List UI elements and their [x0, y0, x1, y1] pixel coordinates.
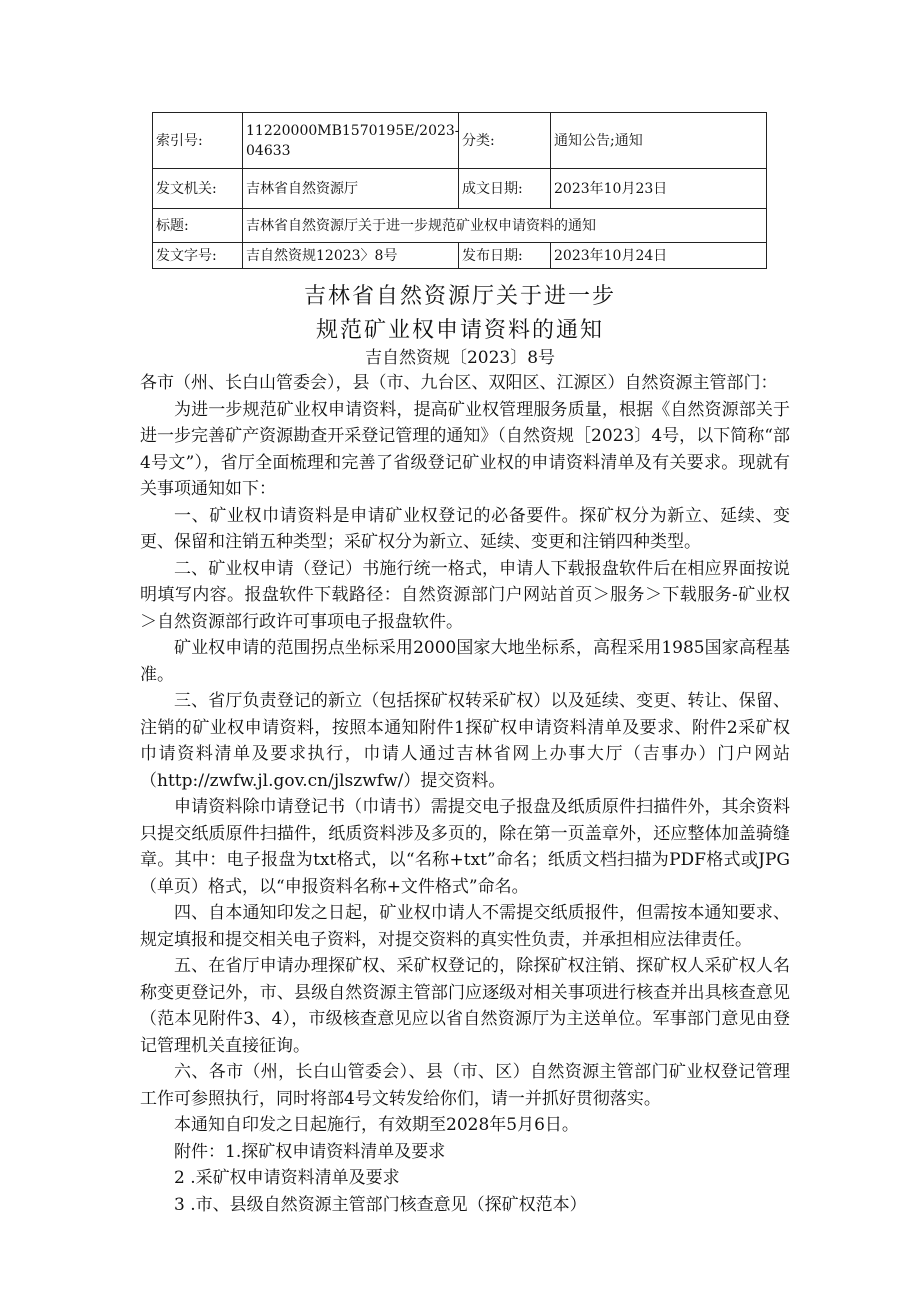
- meta-row-title: [153, 209, 767, 243]
- title-label: 标题:: [153, 209, 243, 243]
- docno-value: 吉自然资规12023〉8号: [243, 243, 459, 269]
- metadata-table: [152, 112, 767, 269]
- index-label: 索引号:: [153, 113, 243, 169]
- attachment-3: 3 .市、县级自然资源主管部门核查意见（探矿权范本）: [174, 1194, 587, 1215]
- issuer-value: 吉林省自然资源厅: [243, 169, 459, 209]
- category-value: 通知公告;通知: [551, 113, 767, 169]
- meta-row-issuer: [153, 169, 767, 209]
- paragraph-3: 三、省厅负责登记的新立（包括探矿权转采矿权）以及延续、变更、转让、保留、注销的矿业权申请资料，按照本通知附件1探矿权申请资料清单及要求、附件2采矿权巾请资料清单及要求执行，巾请人通过吉林省网上办事大厅（吉事办）门户网站（http://zwfw.jl.gov.cn/jlszwfw/）提交资料。: [140, 691, 790, 791]
- issuer-label: 发文机关:: [153, 169, 243, 209]
- title-value: 吉林省自然资源厅关于进一步规范矿业权申请资料的通知: [243, 209, 767, 243]
- attachment-1: 附件：1.探矿权申请资料清单及要求: [174, 1141, 446, 1162]
- paragraph-5: 五、在省厅申请办理探矿权、采矿权登记的，除探矿权注销、探矿权人采矿权人名称变更登记外，市、县级自然资源主管部门应逐级对相关事项进行核查并出具核查意见（范本见附件3、4），市级核查意见应以省自然资源厅为主送单位。军事部门意见由登记管理机关直接征询。: [140, 956, 790, 1056]
- paragraph-2-coordinates: 矿业权申请的范围拐点坐标采用2000国家大地坐标系，高程采用1985国家高程基准。: [140, 638, 790, 685]
- category-label: 分类:: [459, 113, 551, 169]
- publish-date-value: 2023年10月24日: [551, 243, 767, 269]
- document-number: 吉自然资规〔2023〕8号: [364, 348, 556, 368]
- index-value: 11220000MB1570195E/2023-04633: [243, 113, 459, 169]
- publish-date-label: 发布日期:: [459, 243, 551, 269]
- document-title-line-2: 规范矿业权申请资料的通知: [315, 318, 604, 343]
- document-title-line-1: 吉林省自然资源厅关于进一步: [303, 284, 616, 309]
- written-date-label: 成文日期:: [459, 169, 551, 209]
- docno-label: 发文字号:: [153, 243, 243, 269]
- attachment-2: 2 .采矿权申请资料清单及要求: [174, 1168, 400, 1188]
- paragraph-3-materials: 申请资料除巾请登记书（巾请书）需提交电子报盘及纸质原件扫描件外，其余资料只提交纸质原件扫描件，纸质资料涉及多页的，除在第一页盖章外，还应整体加盖骑缝章。其中：电子报盘为txt格式，以“名称+txt”命名；纸质文档扫描为PDF格式或JPG（单页）格式，以“申报资料名称+文件格式”命名。: [140, 797, 790, 897]
- paragraph-4: 四、自本通知印发之日起，矿业权巾请人不需提交纸质报件，但需按本通知要求、规定填报和提交相关电子资料，对提交资料的真实性负责，并承担相应法律责任。: [140, 903, 790, 950]
- document-body: [140, 370, 790, 1218]
- written-date-value: 2023年10月23日: [551, 169, 767, 209]
- paragraph-intro: 为进一步规范矿业权申请资料，提高矿业权管理服务质量，根据《自然资源部关于进一步完善矿产资源勘查开采登记管理的通知》（自然资规［2023〕4号，以下简称“部4号文”），省厅全面梳理和完善了省级登记矿业权的申请资料清单及有关要求。现就有关事项通知如下：: [140, 399, 790, 499]
- paragraph-2: 二、矿业权申请（登记）书施行统一格式，申请人下载报盘软件后在相应界面按说明填写内容。报盘软件下载路径：自然资源部门户网站首页＞服务＞下载服务-矿业权＞自然资源部行政许可事项电子报盘软件。: [140, 558, 790, 632]
- paragraph-effective: 本通知自印发之日起施行，有效期至2028年5月6日。: [174, 1115, 579, 1135]
- meta-row-index: [153, 113, 767, 169]
- paragraph-1: 一、矿业权巾请资料是申请矿业权登记的必备要件。探矿权分为新立、延续、变更、保留和注销五种类型；采矿权分为新立、延续、变更和注销四种类型。: [140, 505, 790, 552]
- meta-row-docno: [153, 243, 767, 269]
- salutation: 各市（州、长白山管委会），县（市、九台区、双阳区、江源区）自然资源主管部门：: [140, 373, 778, 393]
- paragraph-6: 六、各市（州，长白山管委会）、县（市、区）自然资源主管部门矿业权登记管理工作可参照执行，同时将部4号文转发给你们，请一并抓好贯彻落实。: [140, 1062, 790, 1109]
